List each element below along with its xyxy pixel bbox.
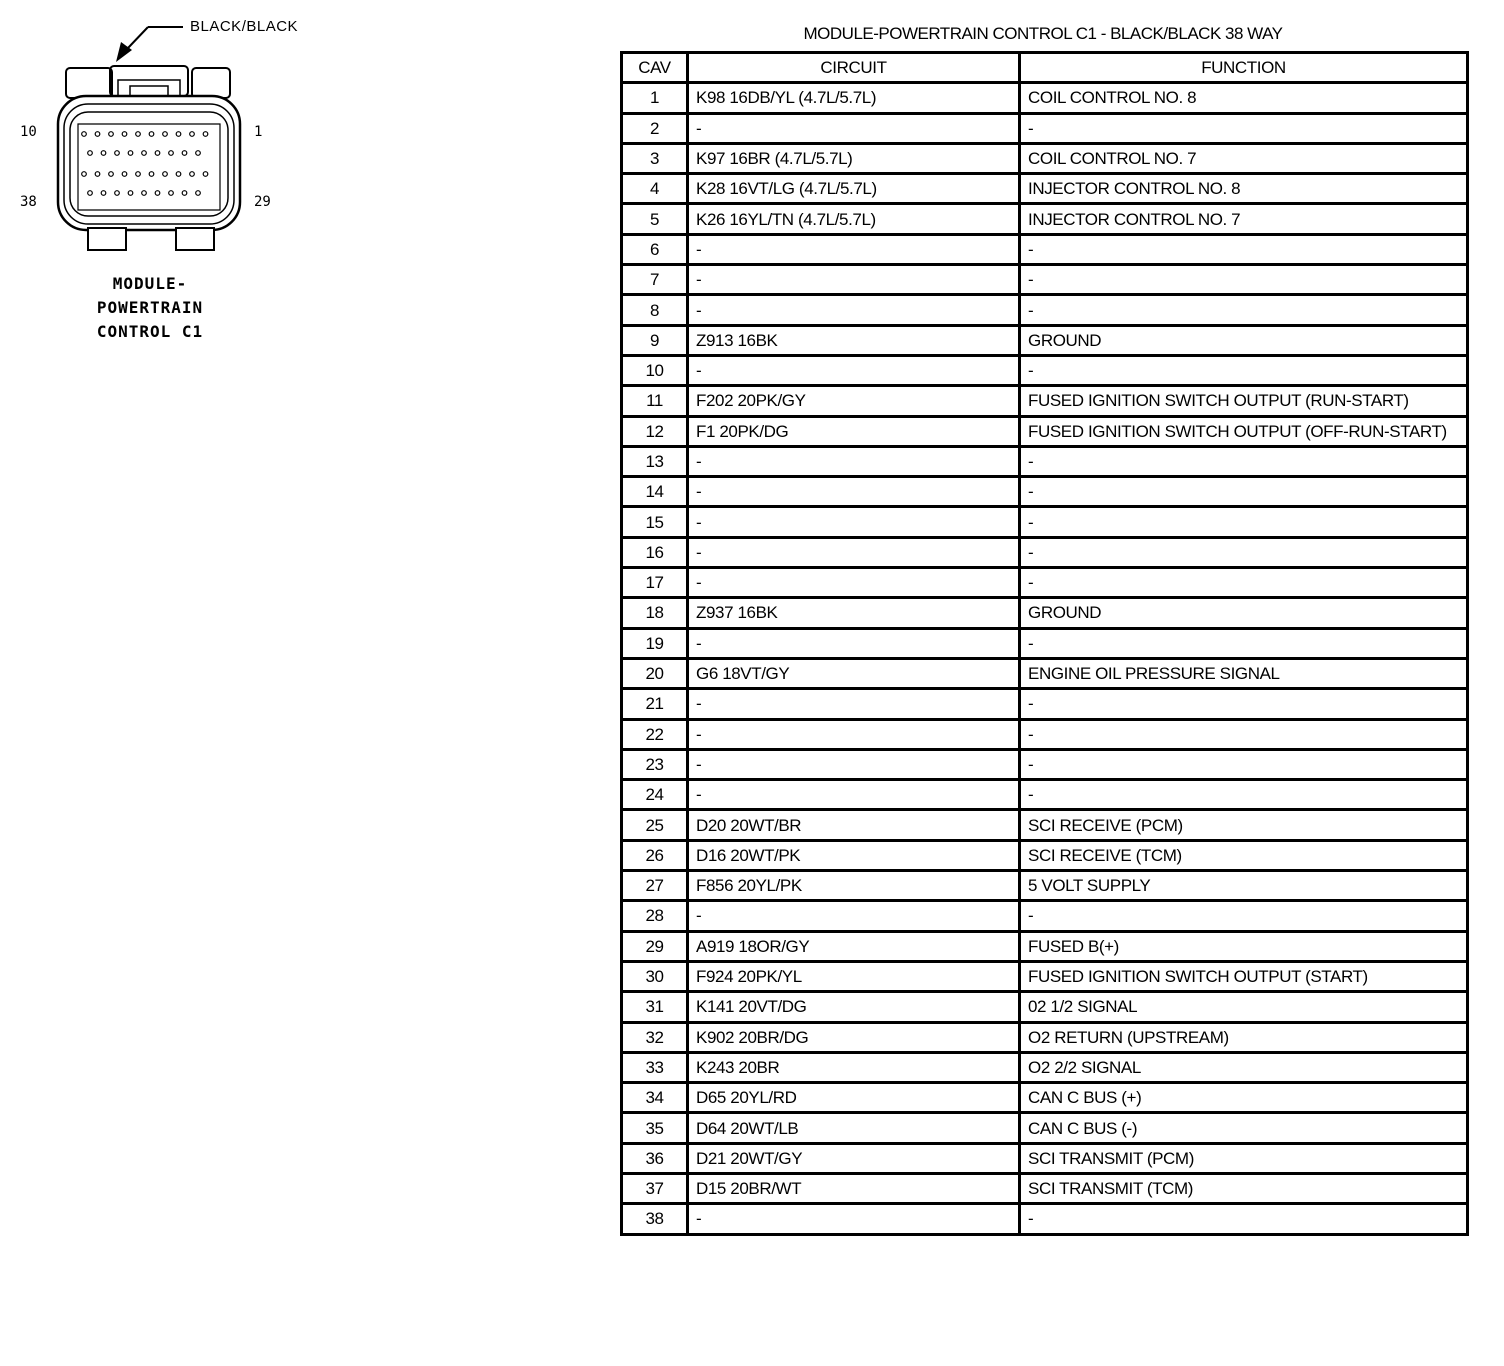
cav-cell: 32 <box>622 1022 688 1052</box>
table-row <box>622 1083 1468 1113</box>
table-row <box>622 1052 1468 1082</box>
table-row <box>622 871 1468 901</box>
circuit-cell: K141 20VT/DG <box>688 992 1020 1022</box>
table-row <box>622 780 1468 810</box>
circuit-cell: - <box>688 749 1020 779</box>
table-row <box>622 961 1468 991</box>
table-row <box>622 143 1468 173</box>
function-cell: - <box>1020 901 1468 931</box>
table-row <box>622 234 1468 264</box>
function-cell: FUSED IGNITION SWITCH OUTPUT (RUN-START) <box>1020 386 1468 416</box>
cav-cell: 4 <box>622 174 688 204</box>
circuit-cell: F1 20PK/DG <box>688 416 1020 446</box>
function-cell: INJECTOR CONTROL NO. 8 <box>1020 174 1468 204</box>
circuit-cell: D15 20BR/WT <box>688 1173 1020 1203</box>
function-cell: FUSED IGNITION SWITCH OUTPUT (OFF-RUN-START) <box>1020 416 1468 446</box>
table-row <box>622 325 1468 355</box>
circuit-cell: - <box>688 537 1020 567</box>
function-cell: GROUND <box>1020 325 1468 355</box>
pin-label-10: 10 <box>20 124 37 140</box>
cav-cell: 11 <box>622 386 688 416</box>
circuit-cell: F856 20YL/PK <box>688 871 1020 901</box>
circuit-cell: Z913 16BK <box>688 325 1020 355</box>
circuit-cell: D64 20WT/LB <box>688 1113 1020 1143</box>
circuit-cell: A919 18OR/GY <box>688 931 1020 961</box>
circuit-cell: D21 20WT/GY <box>688 1143 1020 1173</box>
function-cell: - <box>1020 477 1468 507</box>
circuit-cell: Z937 16BK <box>688 598 1020 628</box>
cav-cell: 19 <box>622 628 688 658</box>
cav-cell: 28 <box>622 901 688 931</box>
function-cell: COIL CONTROL NO. 8 <box>1020 83 1468 113</box>
cav-cell: 26 <box>622 840 688 870</box>
table-row <box>622 598 1468 628</box>
cav-cell: 12 <box>622 416 688 446</box>
table-row <box>622 355 1468 385</box>
circuit-cell: - <box>688 234 1020 264</box>
circuit-cell: - <box>688 568 1020 598</box>
table-row <box>622 658 1468 688</box>
function-cell: - <box>1020 689 1468 719</box>
cav-cell: 2 <box>622 113 688 143</box>
circuit-cell: K902 20BR/DG <box>688 1022 1020 1052</box>
cav-cell: 24 <box>622 780 688 810</box>
cav-cell: 37 <box>622 1173 688 1203</box>
cav-cell: 23 <box>622 749 688 779</box>
cav-cell: 20 <box>622 658 688 688</box>
table-row <box>622 1022 1468 1052</box>
table-title: MODULE-POWERTRAIN CONTROL C1 - BLACK/BLACK 38 WAY <box>803 24 1283 43</box>
connector-title-line: POWERTRAIN <box>96 298 204 317</box>
table-row <box>622 537 1468 567</box>
function-cell: GROUND <box>1020 598 1468 628</box>
function-cell: - <box>1020 234 1468 264</box>
table-row <box>622 719 1468 749</box>
circuit-cell: K98 16DB/YL (4.7L/5.7L) <box>688 83 1020 113</box>
cav-cell: 31 <box>622 992 688 1022</box>
function-cell: - <box>1020 355 1468 385</box>
header-function: FUNCTION <box>1020 53 1468 83</box>
cav-cell: 35 <box>622 1113 688 1143</box>
circuit-cell: - <box>688 689 1020 719</box>
function-cell: - <box>1020 537 1468 567</box>
table-row <box>622 113 1468 143</box>
table-row <box>622 931 1468 961</box>
table-row <box>622 628 1468 658</box>
pin-label-38: 38 <box>20 194 37 210</box>
circuit-cell: D20 20WT/BR <box>688 810 1020 840</box>
connector-diagram <box>0 0 320 360</box>
cav-cell: 38 <box>622 1204 688 1234</box>
function-cell: - <box>1020 265 1468 295</box>
table-row <box>622 416 1468 446</box>
cav-cell: 25 <box>622 810 688 840</box>
cav-cell: 9 <box>622 325 688 355</box>
function-cell: - <box>1020 295 1468 325</box>
cav-cell: 36 <box>622 1143 688 1173</box>
circuit-cell: - <box>688 477 1020 507</box>
function-cell: 5 VOLT SUPPLY <box>1020 871 1468 901</box>
cav-cell: 34 <box>622 1083 688 1113</box>
function-cell: SCI TRANSMIT (TCM) <box>1020 1173 1468 1203</box>
cav-cell: 3 <box>622 143 688 173</box>
cav-cell: 16 <box>622 537 688 567</box>
function-cell: - <box>1020 719 1468 749</box>
cav-cell: 5 <box>622 204 688 234</box>
circuit-cell: D65 20YL/RD <box>688 1083 1020 1113</box>
circuit-cell: K97 16BR (4.7L/5.7L) <box>688 143 1020 173</box>
cav-cell: 18 <box>622 598 688 628</box>
table-header-row <box>622 53 1468 83</box>
function-cell: - <box>1020 780 1468 810</box>
circuit-cell: - <box>688 265 1020 295</box>
cav-cell: 33 <box>622 1052 688 1082</box>
function-cell: O2 2/2 SIGNAL <box>1020 1052 1468 1082</box>
circuit-cell: D16 20WT/PK <box>688 840 1020 870</box>
circuit-cell: - <box>688 113 1020 143</box>
connector-title-line: CONTROL C1 <box>96 322 204 341</box>
function-cell: INJECTOR CONTROL NO. 7 <box>1020 204 1468 234</box>
header-cav: CAV <box>622 53 688 83</box>
header-circuit: CIRCUIT <box>688 53 1020 83</box>
table-row <box>622 386 1468 416</box>
function-cell: SCI RECEIVE (TCM) <box>1020 840 1468 870</box>
circuit-cell: F202 20PK/GY <box>688 386 1020 416</box>
circuit-cell: - <box>688 901 1020 931</box>
function-cell: SCI TRANSMIT (PCM) <box>1020 1143 1468 1173</box>
cav-cell: 13 <box>622 446 688 476</box>
pin-label-29: 29 <box>254 194 271 210</box>
table-row <box>622 992 1468 1022</box>
circuit-cell: - <box>688 355 1020 385</box>
table-row <box>622 265 1468 295</box>
connector-drawing <box>0 0 320 270</box>
table-row <box>622 689 1468 719</box>
circuit-cell: G6 18VT/GY <box>688 658 1020 688</box>
table-row <box>622 83 1468 113</box>
cav-cell: 17 <box>622 568 688 598</box>
connector-color-label: BLACK/BLACK <box>190 18 299 35</box>
pinout-table <box>620 51 1469 1236</box>
circuit-cell: - <box>688 1204 1020 1234</box>
connector-title <box>60 272 240 344</box>
cav-cell: 14 <box>622 477 688 507</box>
circuit-cell: - <box>688 295 1020 325</box>
table-row <box>622 840 1468 870</box>
pin-label-1: 1 <box>254 124 263 140</box>
function-cell: - <box>1020 507 1468 537</box>
function-cell: COIL CONTROL NO. 7 <box>1020 143 1468 173</box>
function-cell: CAN C BUS (-) <box>1020 1113 1468 1143</box>
cav-cell: 7 <box>622 265 688 295</box>
circuit-cell: - <box>688 628 1020 658</box>
circuit-cell: K243 20BR <box>688 1052 1020 1082</box>
circuit-cell: - <box>688 719 1020 749</box>
table-row <box>622 749 1468 779</box>
function-cell: SCI RECEIVE (PCM) <box>1020 810 1468 840</box>
cav-cell: 8 <box>622 295 688 325</box>
function-cell: 02 1/2 SIGNAL <box>1020 992 1468 1022</box>
circuit-cell: F924 20PK/YL <box>688 961 1020 991</box>
circuit-cell: K28 16VT/LG (4.7L/5.7L) <box>688 174 1020 204</box>
circuit-cell: - <box>688 446 1020 476</box>
table-row <box>622 568 1468 598</box>
table-row <box>622 174 1468 204</box>
function-cell: O2 RETURN (UPSTREAM) <box>1020 1022 1468 1052</box>
cav-cell: 29 <box>622 931 688 961</box>
table-row <box>622 1143 1468 1173</box>
cav-cell: 6 <box>622 234 688 264</box>
cav-cell: 1 <box>622 83 688 113</box>
table-row <box>622 507 1468 537</box>
function-cell: - <box>1020 113 1468 143</box>
cav-cell: 30 <box>622 961 688 991</box>
table-row <box>622 1113 1468 1143</box>
function-cell: FUSED IGNITION SWITCH OUTPUT (START) <box>1020 961 1468 991</box>
table-row <box>622 1173 1468 1203</box>
function-cell: - <box>1020 749 1468 779</box>
table-row <box>622 810 1468 840</box>
function-cell: - <box>1020 568 1468 598</box>
cav-cell: 21 <box>622 689 688 719</box>
table-row <box>622 477 1468 507</box>
table-row <box>622 1204 1468 1234</box>
circuit-cell: - <box>688 780 1020 810</box>
function-cell: ENGINE OIL PRESSURE SIGNAL <box>1020 658 1468 688</box>
cav-cell: 22 <box>622 719 688 749</box>
circuit-cell: - <box>688 507 1020 537</box>
function-cell: - <box>1020 1204 1468 1234</box>
function-cell: FUSED B(+) <box>1020 931 1468 961</box>
table-row <box>622 204 1468 234</box>
function-cell: - <box>1020 628 1468 658</box>
function-cell: - <box>1020 446 1468 476</box>
table-row <box>622 446 1468 476</box>
circuit-cell: K26 16YL/TN (4.7L/5.7L) <box>688 204 1020 234</box>
function-cell: CAN C BUS (+) <box>1020 1083 1468 1113</box>
table-row <box>622 901 1468 931</box>
cav-cell: 15 <box>622 507 688 537</box>
cav-cell: 10 <box>622 355 688 385</box>
cav-cell: 27 <box>622 871 688 901</box>
connector-title-line: MODULE- <box>112 274 188 293</box>
table-row <box>622 295 1468 325</box>
